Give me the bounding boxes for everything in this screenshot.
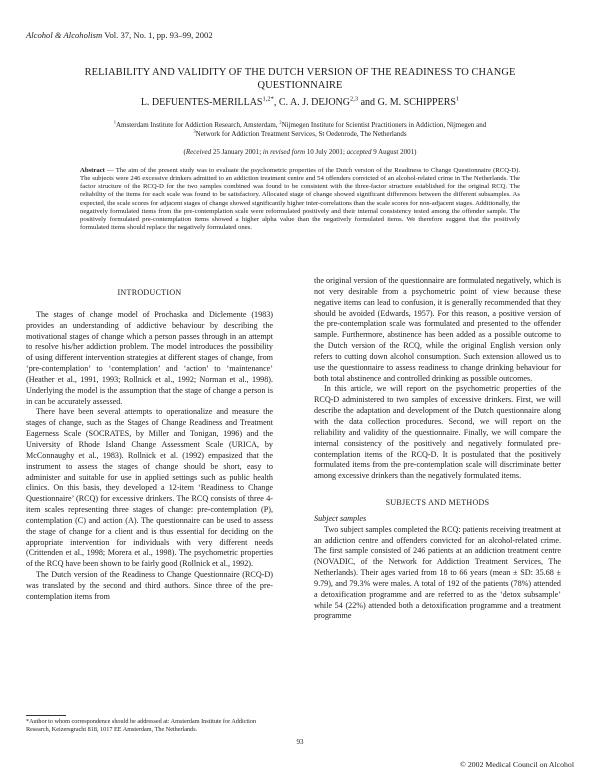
- correspondence-footnote: *Author to whom correspondence should be addressed at: Amsterdam Institute for Addiction Research, Keizersgracht 818, 1017 EE Amsterdam, The Netherlands.: [26, 718, 257, 733]
- accepted-date: 9 August 2001: [373, 148, 415, 156]
- footnote-rule: [26, 715, 66, 716]
- author-separator: ,: [273, 97, 279, 108]
- copyright-notice: © 2002 Medical Council on Alcohol: [460, 760, 574, 769]
- author-affiliation-marker: 1: [455, 95, 460, 103]
- accepted-label: accepted: [346, 148, 372, 156]
- received-date: 25 January 2001: [212, 148, 260, 156]
- author-affiliation-marker: 1,2*: [262, 95, 274, 103]
- author-name: G. M. SCHIPPERS: [377, 97, 456, 108]
- affiliation-text: Network for Addiction Treatment Services, St Oedenrode, The Netherlands: [195, 130, 407, 138]
- author-name: C. A. J. DEJONG: [278, 97, 350, 108]
- affiliation-number: 2: [279, 119, 282, 125]
- affiliations: [60, 121, 540, 139]
- abstract-label: Abstract: [80, 167, 105, 174]
- submission-dates: (Received 25 January 2001; in revised form 10 July 2001; accepted 9 August 2001): [183, 148, 417, 156]
- author-affiliation-marker: 2,3: [349, 95, 359, 103]
- body-paragraph: The Dutch version of the Readiness to Change Questionnaire (RCQ-D) was translated by the second and third authors. Since three of the pre-contemplation items from: [26, 570, 273, 601]
- abstract-text: — The aim of the present study was to evaluate the psychometric properties of the Dutch version of the Readiness to Change Questionnaire (RCQ-D). The subjects were 246 excessive drinkers admitted to an addiction treatment centre and 54 offenders convicted of an alcohol-related crime in The Netherlands. The factor structure of the RCQ-D for the two samples combined was found to be consistent with the three-factor structure established for the original RCQ. The reliability of the items for each scale was found to be satisfactory. Allocated stage of change showed significant differences between the different subsamples. As expected, the scale scores for adjacent stages of change showed significantly higher inter-correlations than the scale scores for non-adjacent stages. Additionally, the negatively formulated items from the pre-contemplation scale were reformulated positively and their internal consistency tested among the offender sample. The positively formulated pre-contemplation items showed a higher alpha value than the negatively formulated items. We therefore suggest that the positively formulated items should replace the negatively formulated ones.: [80, 167, 521, 232]
- subject-samples-subheading: Subject samples: [314, 513, 367, 523]
- journal-name: Alcohol & Alcoholism: [26, 30, 103, 40]
- author-name: L. DEFUENTES-MERILLAS: [140, 97, 263, 108]
- body-paragraph: In this article, we will report on the psychometric properties of the RCQ-D administered to two samples of excessive drinkers. First, we will describe the adaptation and development of the Dutch questionnaire along with the data collection procedures. Second, we will report on the reliability and validity of the questionnaire. Finally, we will compare the internal consistency of the positively and negatively formulated pre-contemplation items of the RCQ-D. It is postulated that the positively formulated items from the pre-contemplation scale will discriminate better among excessive drinkers than the negatively formulated items.: [314, 384, 561, 481]
- methods-heading: SUBJECTS AND METHODS: [385, 498, 490, 508]
- journal-volume: Vol. 37, No. 1, pp. 93–99, 2002: [104, 30, 213, 40]
- author-separator: and: [358, 97, 378, 108]
- body-paragraph: The stages of change model of Prochaska and Diclemente (1983) provides an understanding of addictive behaviour by describing the motivational stages of change which a person passes through in an attempt to resolve his/her addiction problem. The model introduces the possibility of using different intervention strategies at different stages of change, from ‘pre-contemplation’ to ‘contemplation’ and ‘action’ to ‘maintenance’ (Heather et al., 1991, 1993; Rollnick et al., 1992; Norman et al., 1998). Underlying the model is the assumption that the stage of change a person is in can be accurately assessed.: [26, 309, 273, 406]
- introduction-heading: INTRODUCTION: [117, 288, 182, 297]
- body-paragraph: There have been several attempts to operationalize and measure the stages of change, such as the Stages of Change Readiness and Treatment Eagerness Scale (SOCRATES, by Miller and Tonigan, 1996) and the University of Rhode Island Change Assessment Scale (URICA, by McConnaughy et al., 1983). Rollnick et al. (1992) empasized that the instrument to assess the stages of change should be short, easy to administer and suitable for use in applied settings such as public health clinics. On this basis, they developed a 12-item ‘Readiness to Change Questionnaire’ (RCQ) for excessive drinkers. The RCQ consists of three 4-item scales representing three stages of change: pre-contemplation (P), contemplation (C) and action (A). The questionnaire can be used to assess the stage of change for a client and is thus essential for deciding on the appropriate intervention for individuals with very different needs (Crittenden et al., 1998; Morera et al., 1998). The psychometric properties of the RCQ have been shown to be fairly good (Rollnick et al., 1992).: [26, 407, 273, 569]
- affiliation-text: Amsterdam Institute for Addiction Research, Amsterdam,: [115, 121, 278, 129]
- affiliation-number: 1: [113, 119, 116, 125]
- author-list: [40, 97, 560, 108]
- article-title: RELIABILITY AND VALIDITY OF THE DUTCH VERSION OF THE READINESS TO CHANGE QUESTIONNAIRE: [84, 67, 516, 91]
- revised-date: 10 July 2001: [306, 148, 343, 156]
- body-paragraph: Two subject samples completed the RCQ: patients receiving treatment at an addiction centre and offenders convicted for an alcohol-related crime. The first sample consisted of 246 patients at an addiction treatment centre (NOVADIC, of the Network for Addiction Treatment Services, The Netherlands). Their ages varied from 18 to 66 years (mean ± SD: 35.68 ± 9.79), and 79.3% were males. A total of 192 of the patients (78%) attended a detoxification programme and are referred to as the ‘detox subsample’ while 54 (22%) attended both a detoxification programme and a treatment programme: [314, 524, 561, 621]
- affiliation-number: 3: [193, 128, 196, 134]
- right-column: [314, 276, 561, 622]
- left-column: [26, 288, 273, 603]
- journal-citation: [26, 30, 213, 40]
- revised-label: in revised form: [262, 148, 306, 156]
- affiliation-text: Nijmegen Institute for Scientist Practitioners in Addiction, Nijmegen and: [281, 121, 487, 129]
- received-label: Received: [185, 148, 212, 156]
- page-number: 93: [296, 738, 304, 746]
- abstract: [80, 167, 520, 232]
- body-paragraph: the original version of the questionnaire are formulated negatively, which is not very desirable from a psychometric point of view because these negative items can lead to confusion, it is generally recommended that they should be avoided (Edwards, 1957). For this reason, a positive version of the pre-contemplation scale was formulated and presented to the offender sample. Furthermore, abstinence has been added as a possible outcome to the Dutch version of the RCQ, while the original English version only refers to cutting down alcohol consumption. Such extension allowed us to use the questionnaire to assess readiness to change drinking behaviour for both total abstinence and controlled drinking as possible outcomes.: [314, 276, 561, 383]
